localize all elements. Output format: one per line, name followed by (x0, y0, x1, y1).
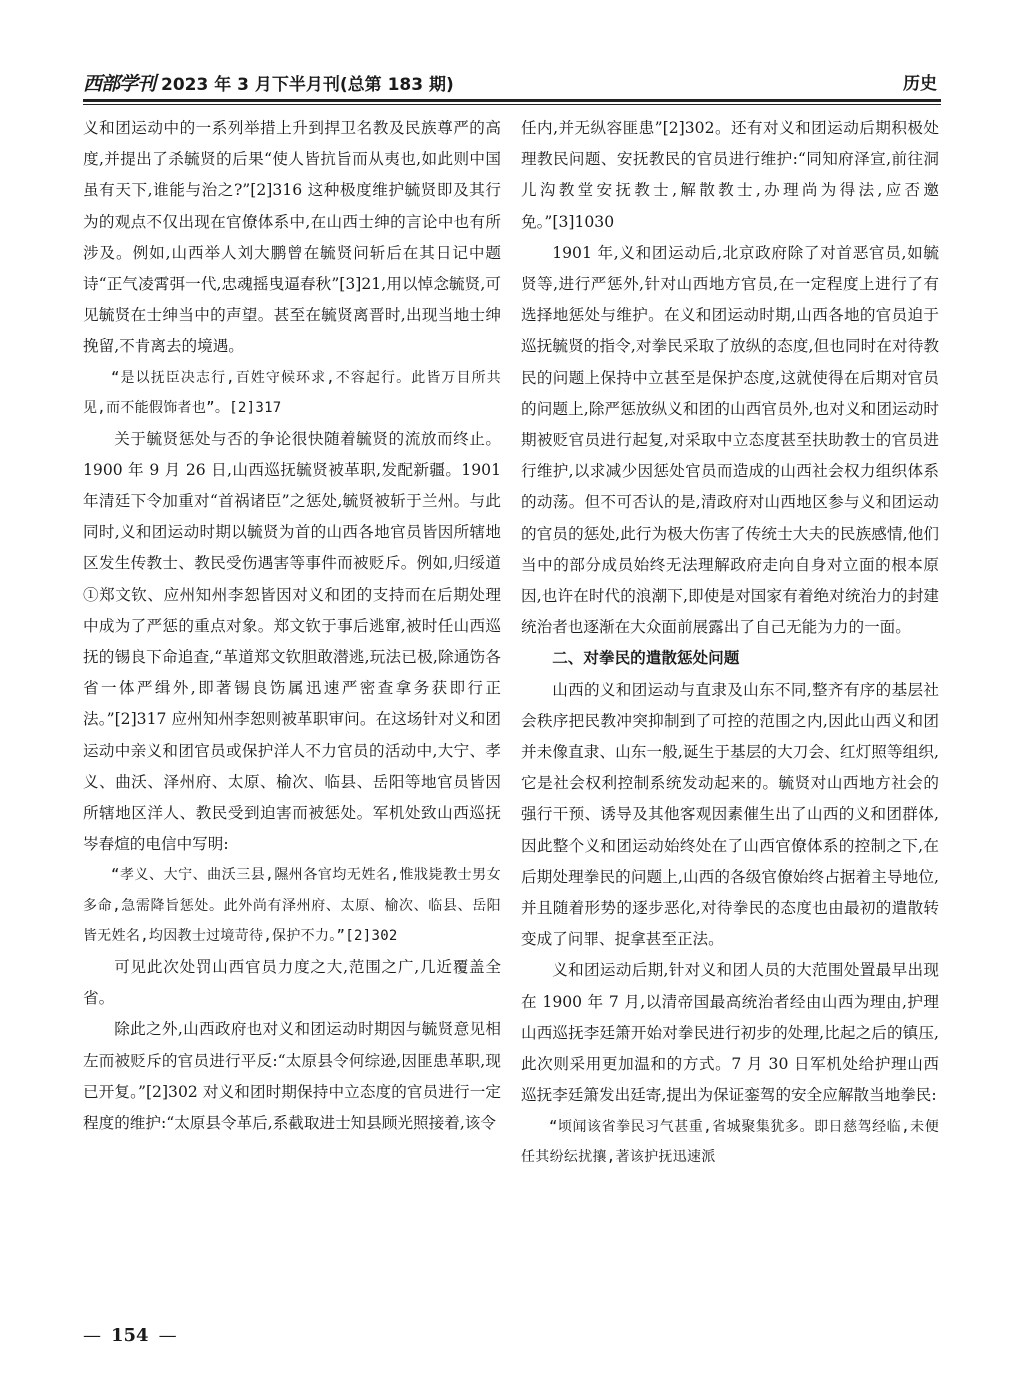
block-quote: “顷闻该省拳民习气甚重,省城聚集犹多。即日慈驾经临,未便任其纷纭扰攘,著该护抚迅速派 (521, 1118, 939, 1165)
header-rule-thin (83, 104, 941, 105)
body-paragraph: 1901 年,义和团运动后,北京政府除了对首恶官员,如毓贤等,进行严惩外,针对山西地方官员,在一定程度上进行了有选择地惩处与维护。在义和团运动时期,山西各地的官员迫于巡抚毓贤的指令,对拳民采取了放纵的态度,但也同时在对待教民的问题上保持中立甚至是保护态度,这就使得在后期对官员的问题上,除严惩放纵义和团的山西官员外,也对义和团运动时期被贬官员进行起复,对采取中立态度甚至扶助教士的官员进行维护,以求减少因惩处官员而造成的山西社会权力组织体系的动荡。但不可否认的是,清政府对山西地区参与义和团运动的官员的惩处,此行为极大伤害了传统士大夫的民族感情,他们当中的部分成员始终无法理解政府走向自身对立面的根本原因,也许在时代的浪潮下,即使是对国家有着绝对统治力的封建统治者也逐渐在大众面前展露出了自己无能为力的一面。 (521, 243, 939, 637)
body-paragraph: 除此之外,山西政府也对义和团运动时期因与毓贤意见相左而被贬斥的官员进行平反:“太原县令何综逊,因匪患革职,现已开复。”[2]302 对义和团时期保持中立态度的官员进行一定程度的维护:“太原县令革后,系截取进士知县顾光照接着,该令 (83, 1020, 501, 1132)
body-paragraph: 任内,并无纵容匪患”[2]302。还有对义和团运动后期积极处理教民问题、安抚教民的官员进行维护:“同知府泽宣,前往洞儿沟教堂安抚教士,解散教士,办理尚为得法,应否邀免。”[3]1030 (521, 119, 939, 231)
page-footer: — 154 — (83, 1325, 177, 1346)
body-paragraph: 关于毓贤惩处与否的争论很快随着毓贤的流放而终止。1900 年 9 月 26 日,山西巡抚毓贤被革职,发配新疆。1901 年清廷下令加重对“首祸诸臣”之惩处,毓贤被斩于兰州。与此同时,义和团运动时期以毓贤为首的山西各地官员皆因所辖地区发生传教士、教民受伤遇害等事件而被贬斥。例如,归绥道①郑文钦、应州知州李恕皆因对义和团的支持而在后期处理中成为了严惩的重点对象。郑文钦于事后逃窜,被时任山西巡抚的锡良下命追查,“革道郑文钦胆敢潜逃,玩法已极,除通饬各省一体严缉外,即著锡良饬属迅速严密查拿务获即行正法。”[2]317 应州知州李恕则被革职审问。在这场针对义和团运动中亲义和团官员或保护洋人不力官员的活动中,大宁、孝义、曲沃、泽州府、太原、榆次、临县、岳阳等地官员皆因所辖地区洋人、教民受到迫害而被惩处。军机处致山西巡抚岑春煊的电信中写明: (83, 429, 501, 854)
journal-logo: 西部学刊 (83, 73, 156, 95)
page-header (83, 66, 941, 96)
left-column (83, 113, 501, 1139)
issue-info: 2023 年 3 月下半月刊(总第 183 期) (161, 75, 454, 95)
body-paragraph: 山西的义和团运动与直隶及山东不同,整齐有序的基层社会秩序把民教冲突抑制到了可控的范围之内,因此山西义和团并未像直隶、山东一般,诞生于基层的大刀会、红灯照等组织,它是社会权利控制系统发动起来的。毓贤对山西地方社会的强行干预、诱导及其他客观因素催生出了山西的义和团群体,因此整个义和团运动始终处在了山西官僚体系的控制之下,在后期处理拳民的问题上,山西的各级官僚始终占据着主导地位,并且随着形势的逐步恶化,对待拳民的态度也由最初的遣散转变成了问罪、捉拿甚至正法。 (521, 680, 939, 949)
section-heading: 二、对拳民的遣散惩处问题 (552, 649, 740, 668)
section-label: 历史 (903, 74, 937, 94)
block-quote: “孝义、大宁、曲沃三县,隰州各官均无姓名,惟戕毙教士男女多命,急需降旨惩处。此外尚有泽州府、太原、榆次、临县、岳阳皆无姓名,均因教士过境苛待,保护不力。”[2]302 (83, 867, 501, 945)
right-column (521, 113, 939, 1173)
block-quote: “是以抚臣决志行,百姓守候环求,不容起行。此皆万目所共见,而不能假饰者也”。[2]317 (83, 369, 501, 417)
page-number: 154 (111, 1325, 149, 1346)
body-paragraph: 义和团运动中的一系列举措上升到捍卫名教及民族尊严的高度,并提出了杀毓贤的后果“使人皆抗旨而从夷也,如此则中国虽有天下,谁能与治之?”[2]316 这种极度维护毓贤即及其行为的观点不仅出现在官僚体系中,在山西士绅的言论中也有所涉及。例如,山西举人刘大鹏曾在毓贤问斩后在其日记中题诗“正气凌霄弭一代,忠魂摇曳逼春秋”[3]21,用以悼念毓贤,可见毓贤在士绅当中的声望。甚至在毓贤离晋时,出现当地士绅挽留,不肯离去的境遇。 (83, 119, 501, 356)
body-paragraph: 可见此次处罚山西官员力度之大,范围之广,几近覆盖全省。 (83, 957, 501, 1008)
header-rule-thick (83, 99, 941, 102)
body-paragraph: 义和团运动后期,针对义和团人员的大范围处置最早出现在 1900 年 7 月,以清帝国最高统治者经由山西为理由,护理山西巡抚李廷箫开始对拳民进行初步的处理,比起之后的镇压,此次则采用更加温和的方式。7 月 30 日军机处给护理山西巡抚李廷箫发出廷寄,提出为保证銮驾的安全应解散当地拳民: (521, 961, 939, 1105)
